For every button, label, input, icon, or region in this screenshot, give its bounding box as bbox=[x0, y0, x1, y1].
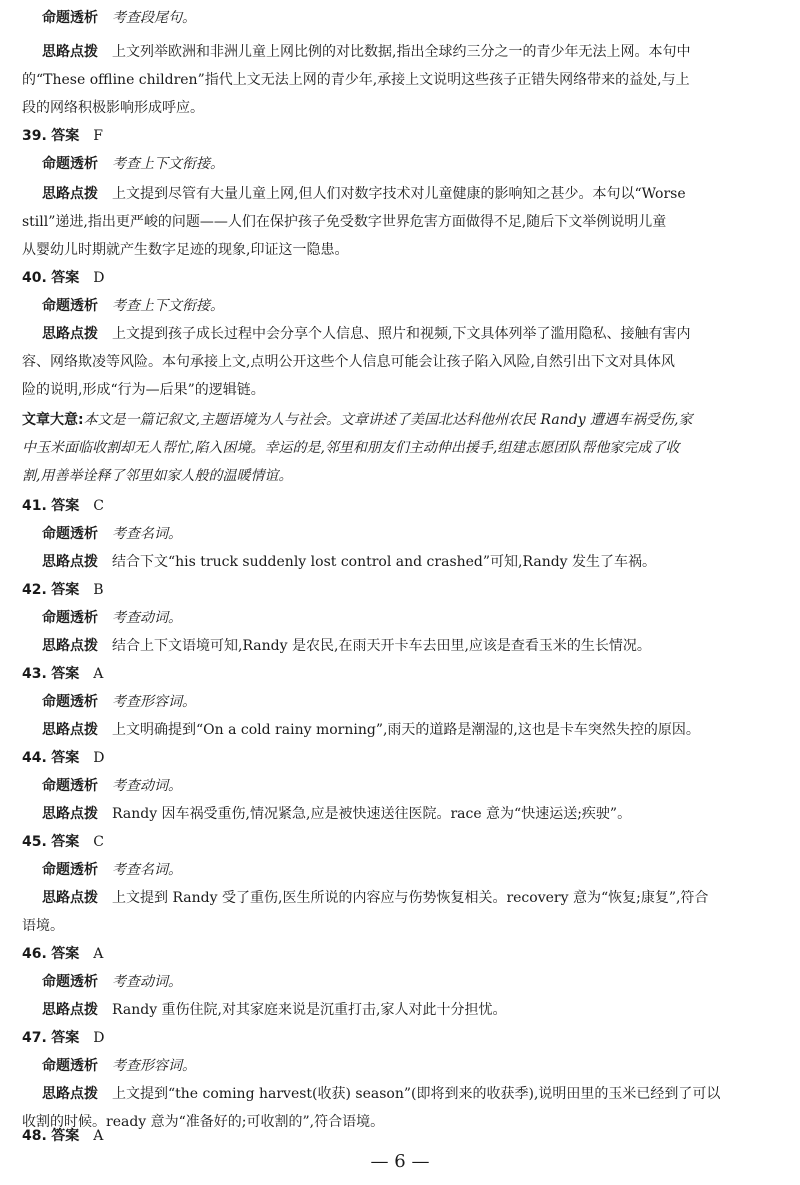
q47-tip-row bbox=[42, 1084, 782, 1104]
q38-analysis-row bbox=[42, 8, 782, 28]
q38-analysis-text: 考查段尾句。 bbox=[112, 10, 196, 26]
summary-label: 文章大意: bbox=[22, 412, 84, 428]
tip-label: 思路点拨 bbox=[42, 186, 98, 202]
q45-answer-row bbox=[22, 832, 782, 852]
question-number: 47. bbox=[22, 1030, 47, 1046]
q38-tip-row bbox=[42, 42, 782, 62]
q46-analysis-row bbox=[42, 972, 782, 992]
q39-tip-text: 上文提到尽管有大量儿童上网,但人们对数字技术对儿童健康的影响知之甚少。本句以“Worse bbox=[112, 186, 686, 202]
answer-label: 答案 bbox=[51, 1128, 80, 1144]
analysis-label: 命题透析 bbox=[42, 156, 98, 172]
q43-answer-row bbox=[22, 664, 782, 684]
tip-label: 思路点拨 bbox=[42, 44, 98, 60]
answer-value: D bbox=[93, 1030, 105, 1046]
q42-tip-row bbox=[42, 636, 782, 656]
answer-value: A bbox=[93, 666, 104, 682]
q40-analysis-text: 考查上下文衔接。 bbox=[112, 298, 224, 314]
q39-tip-cont-1: still”递进,指出更严峻的问题——人们在保护孩子免受数字世界危害方面做得不足,随后下文举例说明儿童 bbox=[22, 214, 667, 230]
question-number: 43. bbox=[22, 666, 47, 682]
q46-answer-row bbox=[22, 944, 782, 964]
analysis-label: 命题透析 bbox=[42, 862, 98, 878]
answer-value: D bbox=[93, 750, 105, 766]
q44-analysis-row bbox=[42, 776, 782, 796]
answer-label: 答案 bbox=[51, 582, 80, 598]
q38-tip-text: 上文列举欧洲和非洲儿童上网比例的对比数据,指出全球约三分之一的青少年无法上网。本句中 bbox=[112, 44, 691, 60]
tip-label: 思路点拨 bbox=[42, 722, 98, 738]
q38-tip-cont-2: 段的网络积极影响形成呼应。 bbox=[22, 100, 204, 116]
answer-value: C bbox=[93, 834, 104, 850]
q43-tip-row bbox=[42, 720, 782, 740]
q45-tip-text: 上文提到 Randy 受了重伤,医生所说的内容应与伤势恢复相关。recovery 意为“恢复;康复”,符合 bbox=[112, 890, 709, 906]
summary-row bbox=[22, 410, 782, 430]
page-number: — 6 — bbox=[370, 1151, 430, 1172]
answer-value: F bbox=[93, 128, 103, 144]
q46-tip-text: Randy 重伤住院,对其家庭来说是沉重打击,家人对此十分担忧。 bbox=[112, 1002, 507, 1018]
q43-analysis-text: 考查形容词。 bbox=[112, 694, 196, 710]
q44-tip-row bbox=[42, 804, 782, 824]
q45-tip-cont-1: 语境。 bbox=[22, 918, 64, 934]
question-number: 46. bbox=[22, 946, 47, 962]
q47-analysis-row bbox=[42, 1056, 782, 1076]
analysis-label: 命题透析 bbox=[42, 298, 98, 314]
q45-analysis-text: 考查名词。 bbox=[112, 862, 182, 878]
tip-label: 思路点拨 bbox=[42, 806, 98, 822]
q39-analysis-row bbox=[42, 154, 782, 174]
q40-tip-text: 上文提到孩子成长过程中会分享个人信息、照片和视频,下文具体列举了滥用隐私、接触有害内 bbox=[112, 326, 691, 342]
q39-answer-row bbox=[22, 126, 782, 146]
q40-analysis-row bbox=[42, 296, 782, 316]
summary-cont-1: 中玉米面临收割却无人帮忙,陷入困境。幸运的是,邻里和朋友们主动伸出援手,组建志愿团队帮他家完成了收 bbox=[22, 440, 680, 456]
q47-tip-text: 上文提到“the coming harvest(收获) season”(即将到来的收获季),说明田里的玉米已经到了可以 bbox=[112, 1086, 721, 1102]
answer-value: B bbox=[93, 582, 104, 598]
q39-analysis-text: 考查上下文衔接。 bbox=[112, 156, 224, 172]
q40-answer-row bbox=[22, 268, 782, 288]
question-number: 48. bbox=[22, 1128, 47, 1144]
q40-tip-cont-1: 容、网络欺凌等风险。本句承接上文,点明公开这些个人信息可能会让孩子陷入风险,自然引出下文对具体风 bbox=[22, 354, 675, 370]
q41-answer-row bbox=[22, 496, 782, 516]
answer-label: 答案 bbox=[51, 834, 80, 850]
q43-tip-text: 上文明确提到“On a cold rainy morning”,雨天的道路是潮湿的,这也是卡车突然失控的原因。 bbox=[112, 722, 700, 738]
answer-value: C bbox=[93, 498, 104, 514]
q41-analysis-row bbox=[42, 524, 782, 544]
q40-tip-row bbox=[42, 324, 782, 344]
analysis-label: 命题透析 bbox=[42, 1058, 98, 1074]
tip-label: 思路点拨 bbox=[42, 1002, 98, 1018]
answer-label: 答案 bbox=[51, 1030, 80, 1046]
q40-tip-cont-2: 险的说明,形成“行为—后果”的逻辑链。 bbox=[22, 382, 265, 398]
answer-label: 答案 bbox=[51, 666, 80, 682]
q41-analysis-text: 考查名词。 bbox=[112, 526, 182, 542]
q41-tip-text: 结合下文“his truck suddenly lost control and crashed”可知,Randy 发生了车祸。 bbox=[112, 554, 657, 570]
analysis-label: 命题透析 bbox=[42, 526, 98, 542]
answer-value: A bbox=[93, 1128, 104, 1144]
summary-cont-2: 割,用善举诠释了邻里如家人般的温暖情谊。 bbox=[22, 468, 293, 484]
analysis-label: 命题透析 bbox=[42, 10, 98, 26]
analysis-label: 命题透析 bbox=[42, 778, 98, 794]
q43-analysis-row bbox=[42, 692, 782, 712]
q45-tip-row bbox=[42, 888, 782, 908]
analysis-label: 命题透析 bbox=[42, 610, 98, 626]
tip-label: 思路点拨 bbox=[42, 554, 98, 570]
q46-analysis-text: 考查动词。 bbox=[112, 974, 182, 990]
question-number: 44. bbox=[22, 750, 47, 766]
answer-label: 答案 bbox=[51, 750, 80, 766]
answer-label: 答案 bbox=[51, 270, 80, 286]
tip-label: 思路点拨 bbox=[42, 638, 98, 654]
q47-answer-row bbox=[22, 1028, 782, 1048]
q38-tip-cont-1: 的“These offline children”指代上文无法上网的青少年,承接上文说明这些孩子正错失网络带来的益处,与上 bbox=[22, 72, 690, 88]
answer-label: 答案 bbox=[51, 946, 80, 962]
q42-answer-row bbox=[22, 580, 782, 600]
q42-analysis-text: 考查动词。 bbox=[112, 610, 182, 626]
q42-analysis-row bbox=[42, 608, 782, 628]
analysis-label: 命题透析 bbox=[42, 694, 98, 710]
answer-value: A bbox=[93, 946, 104, 962]
answer-label: 答案 bbox=[51, 128, 80, 144]
q44-analysis-text: 考查动词。 bbox=[112, 778, 182, 794]
question-number: 39. bbox=[22, 128, 47, 144]
q39-tip-cont-2: 从婴幼儿时期就产生数字足迹的现象,印证这一隐患。 bbox=[22, 242, 349, 258]
q44-tip-text: Randy 因车祸受重伤,情况紧急,应是被快速送往医院。race 意为“快速运送;疾驶”。 bbox=[112, 806, 632, 822]
question-number: 42. bbox=[22, 582, 47, 598]
q44-answer-row bbox=[22, 748, 782, 768]
q48-answer-row bbox=[22, 1126, 782, 1146]
summary-text: 本文是一篇记叙文,主题语境为人与社会。文章讲述了美国北达科他州农民 Randy 遭遇车祸受伤,家 bbox=[83, 412, 693, 428]
answer-label: 答案 bbox=[51, 498, 80, 514]
analysis-label: 命题透析 bbox=[42, 974, 98, 990]
q42-tip-text: 结合上下文语境可知,Randy 是农民,在雨天开卡车去田里,应该是查看玉米的生长情况。 bbox=[112, 638, 651, 654]
question-number: 45. bbox=[22, 834, 47, 850]
q45-analysis-row bbox=[42, 860, 782, 880]
q41-tip-row bbox=[42, 552, 782, 572]
tip-label: 思路点拨 bbox=[42, 890, 98, 906]
tip-label: 思路点拨 bbox=[42, 326, 98, 342]
q47-tip-cont-1: 收割的时候。ready 意为“准备好的;可收割的”,符合语境。 bbox=[22, 1114, 385, 1130]
q47-analysis-text: 考查形容词。 bbox=[112, 1058, 196, 1074]
answer-value: D bbox=[93, 270, 105, 286]
tip-label: 思路点拨 bbox=[42, 1086, 98, 1102]
question-number: 41. bbox=[22, 498, 47, 514]
q39-tip-row bbox=[42, 184, 782, 204]
q46-tip-row bbox=[42, 1000, 782, 1020]
question-number: 40. bbox=[22, 270, 47, 286]
